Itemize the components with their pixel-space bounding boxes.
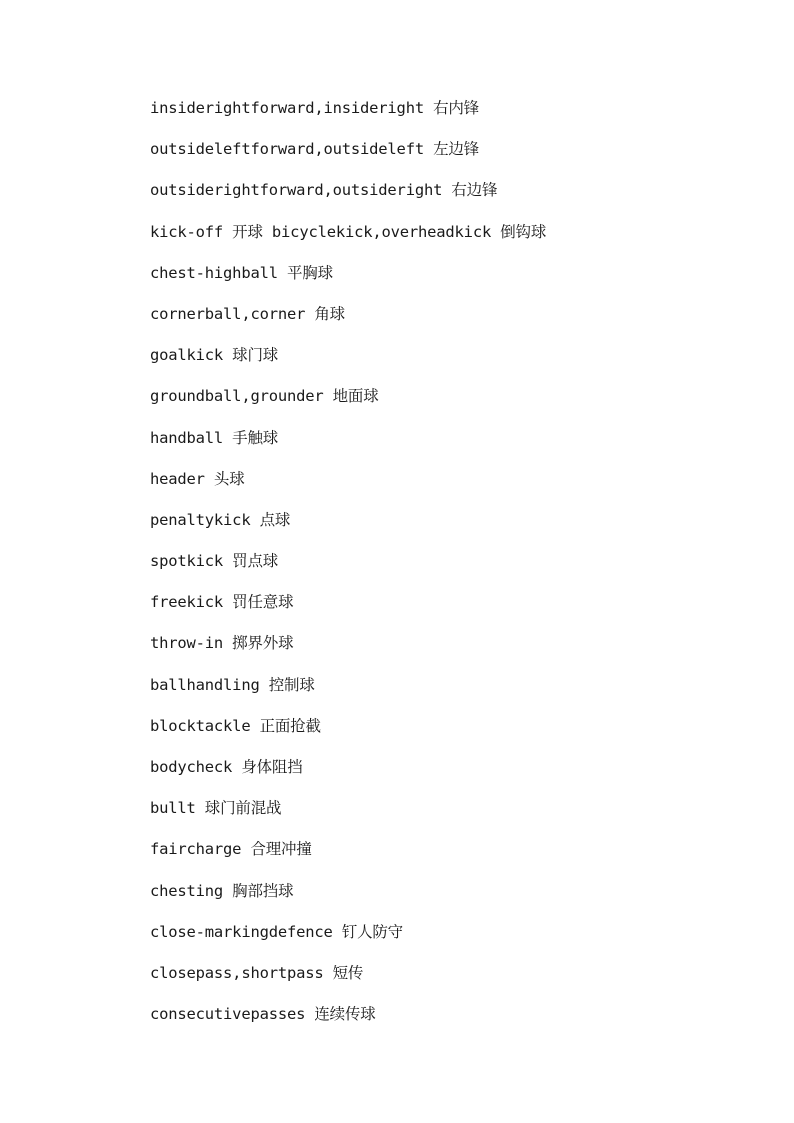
term-line: throw-in 掷界外球 <box>150 634 294 653</box>
term-line: blocktackle 正面抢截 <box>150 716 321 735</box>
term-line: chest-highball 平胸球 <box>150 263 333 282</box>
term-line: outsiderightforward,outsideright 右边锋 <box>150 181 498 200</box>
term-line: bodycheck 身体阻挡 <box>150 758 303 776</box>
term-line: outsideleftforward,outsideleft 左边锋 <box>150 140 479 159</box>
term-line: insiderightforward,insideright 右内锋 <box>150 99 479 117</box>
term-line: goalkick 球门球 <box>150 346 279 365</box>
term-list <box>150 96 546 1043</box>
term-line: consecutivepasses 连续传球 <box>150 1005 376 1024</box>
term-line: faircharge 合理冲撞 <box>150 840 312 859</box>
term-line: groundball,grounder 地面球 <box>150 387 379 406</box>
term-line: closepass,shortpass 短传 <box>150 963 364 982</box>
term-line: header 头球 <box>150 469 245 488</box>
term-line: cornerball,corner 角球 <box>150 304 345 323</box>
term-line: ballhandling 控制球 <box>150 675 315 694</box>
term-line: spotkick 罚点球 <box>150 552 279 571</box>
term-line: freekick 罚任意球 <box>150 593 294 612</box>
term-line: close-markingdefence 钉人防守 <box>150 922 403 941</box>
term-line: handball 手触球 <box>150 428 279 447</box>
term-line: kick-off 开球 bicyclekick,overheadkick 倒钩球 <box>150 222 547 241</box>
term-line: penaltykick 点球 <box>150 510 291 529</box>
term-line: chesting 胸部挡球 <box>150 881 294 900</box>
term-line: bullt 球门前混战 <box>150 799 282 818</box>
